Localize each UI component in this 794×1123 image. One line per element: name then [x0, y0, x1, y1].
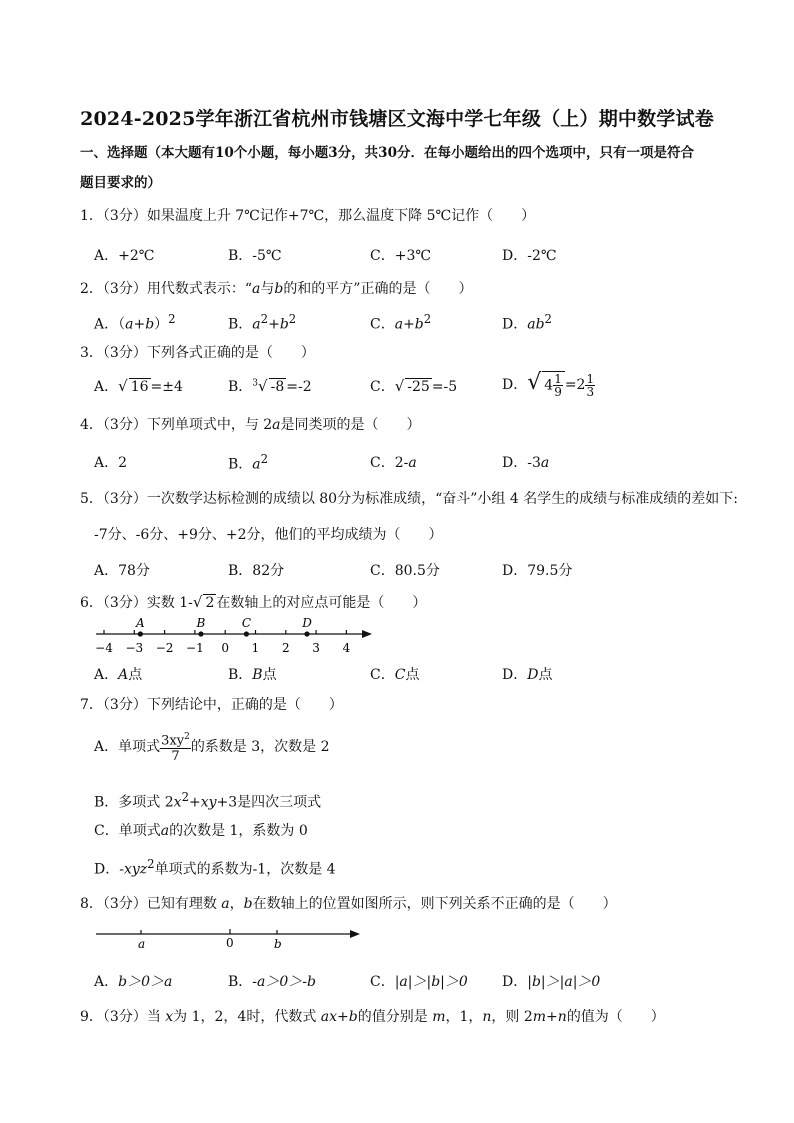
- question-6-option-a: A．A点: [94, 667, 143, 683]
- question-6-stem: 6．（3分）实数 1-√ 2 在数轴上的对应点可能是（ ）: [80, 593, 427, 611]
- question-8-option-b: B．-a＞0＞-b: [228, 974, 316, 990]
- number-line-q6-tick-label: −1: [186, 641, 204, 655]
- cube-root-sign-icon: √: [258, 377, 268, 395]
- question-7-option-d: D．-xyz$^2$单项式的系数为-1，次数是 4: [94, 857, 336, 878]
- question-7-stem: 7．（3分）下列结论中，正确的是（ ）: [80, 697, 343, 713]
- arrow-right-icon: [350, 930, 360, 938]
- number-line-q6-tick-label: 3: [312, 641, 320, 655]
- question-8-option-a: A．b＞0＞a: [94, 974, 173, 990]
- number-line-q6-tick-label: 0: [221, 641, 230, 655]
- question-1-option-c: C．+3℃: [370, 248, 432, 264]
- question-4-stem: 4．（3分）下列单项式中，与 2a是同类项的是（ ）: [80, 417, 421, 433]
- sqrt-sign-icon: √: [527, 370, 542, 395]
- arrow-right-icon: [362, 630, 372, 638]
- sqrt-sign-icon: √: [192, 593, 203, 611]
- section-heading: [80, 138, 730, 198]
- question-4-option-a: A．2: [94, 455, 128, 471]
- question-8-option-c: C．|a|＞|b|＞0: [370, 974, 468, 990]
- question-1-option-d: D．-2℃: [502, 248, 557, 264]
- number-line-q6-tick-label: 1: [251, 641, 260, 655]
- number-line-q6-tick-label: −2: [155, 641, 174, 655]
- question-1-option-b: B．-5℃: [228, 248, 282, 264]
- number-line-q8-label-a: a: [138, 937, 146, 951]
- question-4-option-d: D．-3a: [502, 455, 550, 471]
- question-5-option-c: C．80.5分: [370, 563, 440, 579]
- number-line-q8-label-zero: 0: [226, 936, 234, 950]
- question-9-stem: 9．（3分）当 x为 1，2，4时，代数式 ax+b的值分别是 m，1，n，则 2m+n的值为（ ）: [80, 1009, 665, 1025]
- question-5-option-d: D．79.5分: [502, 563, 573, 579]
- question-7-option-b: B．多项式 $2x^2+xy+3$是四次三项式: [94, 790, 322, 811]
- question-2-stem: 2．（3分）用代数式表示：“a与b的和的平方”正确的是（ ）: [80, 281, 473, 297]
- number-line-q6-point-c: [244, 631, 249, 636]
- number-line-q8-label-b: b: [274, 937, 282, 951]
- question-5-stem-line1: 5．（3分）一次数学达标检测的成绩以 80分为标准成绩，“奋斗”小组 4 名学生的成绩与标准成绩的差如下:: [80, 491, 738, 507]
- number-line-q6-point-d: [304, 631, 309, 636]
- question-3-option-c: C．√ -25 =-5: [370, 377, 458, 395]
- question-3-option-d: D．√ 4 $\frac{1}{9}$ =2 $\frac{1}{3}$: [502, 370, 595, 399]
- sqrt-sign-icon: √: [118, 377, 128, 395]
- question-5-option-b: B．82分: [228, 563, 285, 579]
- number-line-q6-point-label-d: D: [302, 616, 312, 630]
- number-line-q6-point-a: [138, 631, 143, 636]
- number-line-q6-point-label-b: B: [196, 616, 206, 630]
- question-6-option-b: B．B点: [228, 667, 277, 683]
- page-title: 2024-2025学年浙江省杭州市钱塘区文海中学七年级（上）期中数学试卷: [80, 108, 714, 130]
- question-7-option-a: A．单项式 $\frac{3xy^2}{7}$ 的系数是 3，次数是 2: [94, 732, 330, 765]
- question-4-option-c: C．2-a: [370, 455, 417, 471]
- question-3-option-b: B．$^3$√ -8 =-2: [228, 377, 312, 395]
- question-8-option-d: D．|b|＞|a|＞0: [502, 974, 601, 990]
- number-line-q6-tick-label: 4: [342, 641, 351, 655]
- question-2-option-a: A．$(a+b)^2$: [94, 312, 176, 333]
- number-line-q6-tick-label: −3: [125, 641, 144, 655]
- question-1-stem: 1．（3分）如果温度上升 7℃记作+7℃，那么温度下降 5℃记作（ ）: [80, 208, 536, 224]
- question-2-option-d: D．$ab^2$: [502, 312, 552, 333]
- question-2-option-c: C．$a+b^2$: [370, 312, 432, 333]
- number-line-q6-tick-label: −4: [95, 641, 113, 655]
- question-6-option-c: C．C点: [370, 667, 420, 683]
- question-5-stem-line2: -7分、-6分、+9分、+2分，他们的平均成绩为（ ）: [94, 527, 443, 543]
- question-4-option-b: B．$a^2$: [228, 452, 269, 473]
- question-3-stem: 3．（3分）下列各式正确的是（ ）: [80, 345, 315, 361]
- number-line-q8: [90, 920, 370, 956]
- number-line-q6: [88, 612, 378, 658]
- question-2-option-b: B．$a^2+b^2$: [228, 312, 297, 333]
- question-1-option-a: A．+2℃: [94, 248, 155, 264]
- number-line-q6-tick-label: 2: [281, 641, 290, 655]
- section-heading-line1: 一、选择题（本大题有10个小题，每小题3分，共30分．在每小题给出的四个选项中，只有一项是符合: [80, 145, 694, 161]
- number-line-q6-point-label-a: A: [136, 616, 145, 630]
- question-3-option-a: A．√ 16 =±4: [94, 377, 183, 395]
- question-6-option-d: D．D点: [502, 667, 553, 683]
- question-8-stem: 8．（3分）已知有理数 a，b在数轴上的位置如图所示，则下列关系不正确的是（ ）: [80, 896, 617, 912]
- sqrt-sign-icon: √: [394, 377, 405, 395]
- question-5-option-a: A．78分: [94, 563, 150, 579]
- number-line-q6-point-b: [198, 631, 203, 636]
- section-heading-line2: 题目要求的）: [80, 175, 161, 191]
- number-line-q6-point-label-c: C: [241, 616, 252, 630]
- question-7-option-c: C．单项式a的次数是 1，系数为 0: [94, 823, 308, 839]
